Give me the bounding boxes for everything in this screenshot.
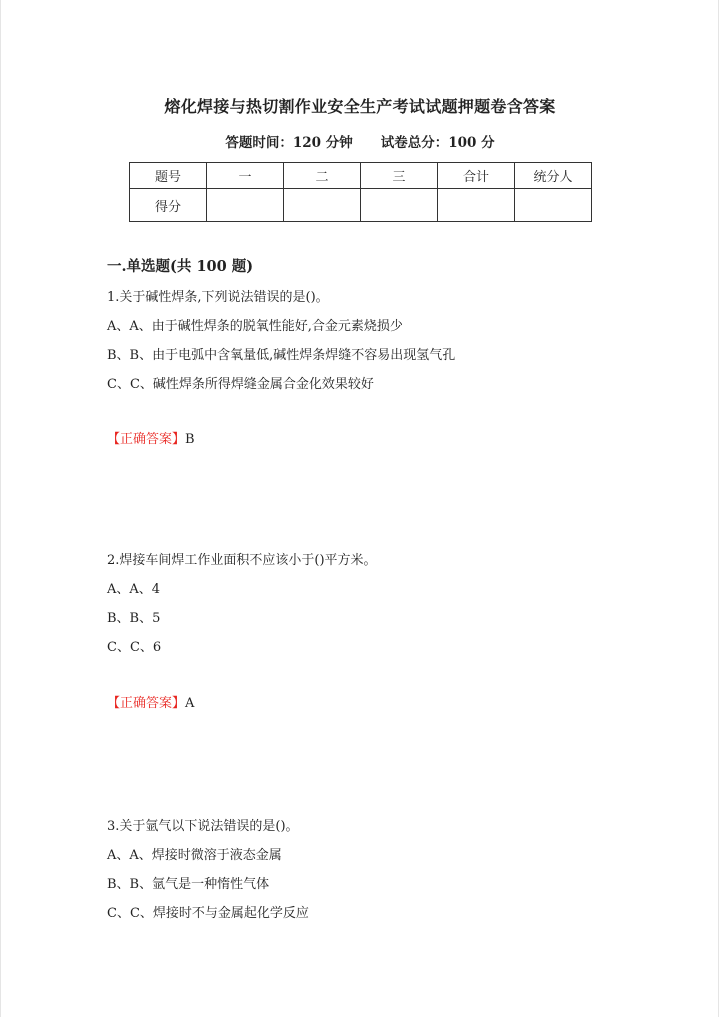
score-cell [284,189,361,222]
score-row-label: 得分 [130,189,207,222]
exam-info [0,131,720,151]
score-header-cell: 合计 [438,163,515,189]
question-option: B、B、氩气是一种惰性气体 [107,877,270,892]
score-header-cell: 二 [284,163,361,189]
answer-line [107,692,194,711]
question-stem: 3.关于氩气以下说法错误的是()。 [107,819,299,834]
answer-tag: 【正确答案】 [107,696,186,711]
question-stem: 2.焊接车间焊工作业面积不应该小于()平方米。 [107,553,377,568]
answer-value: A [185,696,195,711]
answer-line [107,428,195,447]
answer-value: B [185,432,195,447]
score-cell [515,189,592,222]
answer-tag: 【正确答案】 [107,432,186,447]
page-title: 熔化焊接与热切割作业安全生产考试试题押题卷含答案 [164,97,556,116]
score-table-header-row [130,163,592,189]
question-option: C、C、碱性焊条所得焊缝金属合金化效果较好 [107,377,374,392]
score-table-score-row [130,189,592,222]
score-cell [438,189,515,222]
question-option: B、B、5 [107,611,161,626]
exam-time: 答题时间：120 分钟 [225,135,353,151]
score-cell [207,189,284,222]
question-option: A、A、由于碱性焊条的脱氧性能好,合金元素烧损少 [107,319,403,334]
score-header-cell: 三 [361,163,438,189]
question-option: C、C、焊接时不与金属起化学反应 [107,906,309,921]
score-header-cell: 一 [207,163,284,189]
score-cell [361,189,438,222]
score-header-cell: 统分人 [515,163,592,189]
question-stem: 1.关于碱性焊条,下列说法错误的是()。 [107,290,329,305]
score-table [129,162,592,222]
question-option: A、A、焊接时微溶于液态金属 [107,848,282,863]
section-title: 一.单选题(共 100 题) [107,258,254,275]
question-option: B、B、由于电弧中含氧量低,碱性焊条焊缝不容易出现氢气孔 [107,348,456,363]
score-header-cell: 题号 [130,163,207,189]
exam-total-score: 试卷总分：100 分 [380,135,495,151]
question-option: A、A、4 [107,582,161,597]
question-option: C、C、6 [107,640,162,655]
